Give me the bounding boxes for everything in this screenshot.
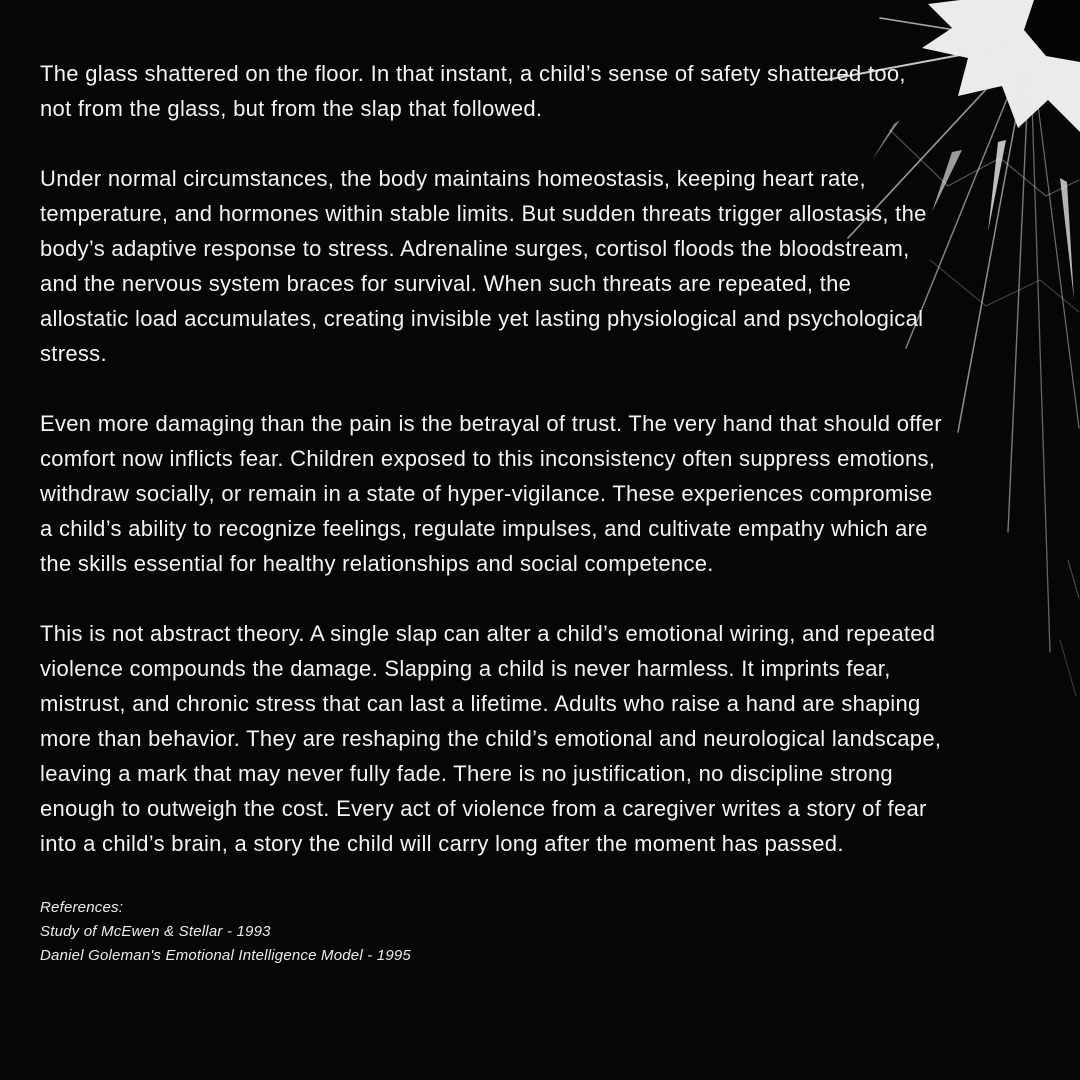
paragraph-intro: The glass shattered on the floor. In that instant, a child’s sense of safety shattered too, not from the glass, but from the slap that followed. [40, 61, 906, 121]
article-body [40, 56, 942, 968]
references-block [40, 896, 942, 968]
paragraph-betrayal: Even more damaging than the pain is the betrayal of trust. The very hand that should offer comfort now inflicts fear. Children exposed to this inconsistency often suppress emotions, withdraw socially, or remain in a state of hyper-vigilance. These experiences compromise a child’s ability to recognize feelings, regulate impulses, and cultivate empathy which are the skills essential for healthy relationships and social competence. [40, 411, 942, 576]
reference-item: Study of McEwen & Stellar - 1993 [40, 923, 271, 940]
reference-item: Daniel Goleman's Emotional Intelligence Model - 1995 [40, 947, 411, 964]
paragraph-allostasis: Under normal circumstances, the body maintains homeostasis, keeping heart rate, temperature, and hormones within stable limits. But sudden threats trigger allostasis, the body’s adaptive response to stress. Adrenaline surges, cortisol floods the bloodstream, and the nervous system braces for survival. When such threats are repeated, the allostatic load accumulates, creating invisible yet lasting physiological and psychological stress. [40, 166, 927, 366]
paragraph-conclusion: This is not abstract theory. A single slap can alter a child’s emotional wiring, and repeated violence compounds the damage. Slapping a child is never harmless. It imprints fear, mistrust, and chronic stress that can last a lifetime. Adults who raise a hand are shaping more than behavior. They are reshaping the child’s emotional and neurological landscape, leaving a mark that may never fully fade. There is no justification, no discipline strong enough to outweigh the cost. Every act of violence from a caregiver writes a story of fear into a child’s brain, a story the child will carry long after the moment has passed. [40, 621, 942, 856]
references-title: References: [40, 899, 124, 916]
